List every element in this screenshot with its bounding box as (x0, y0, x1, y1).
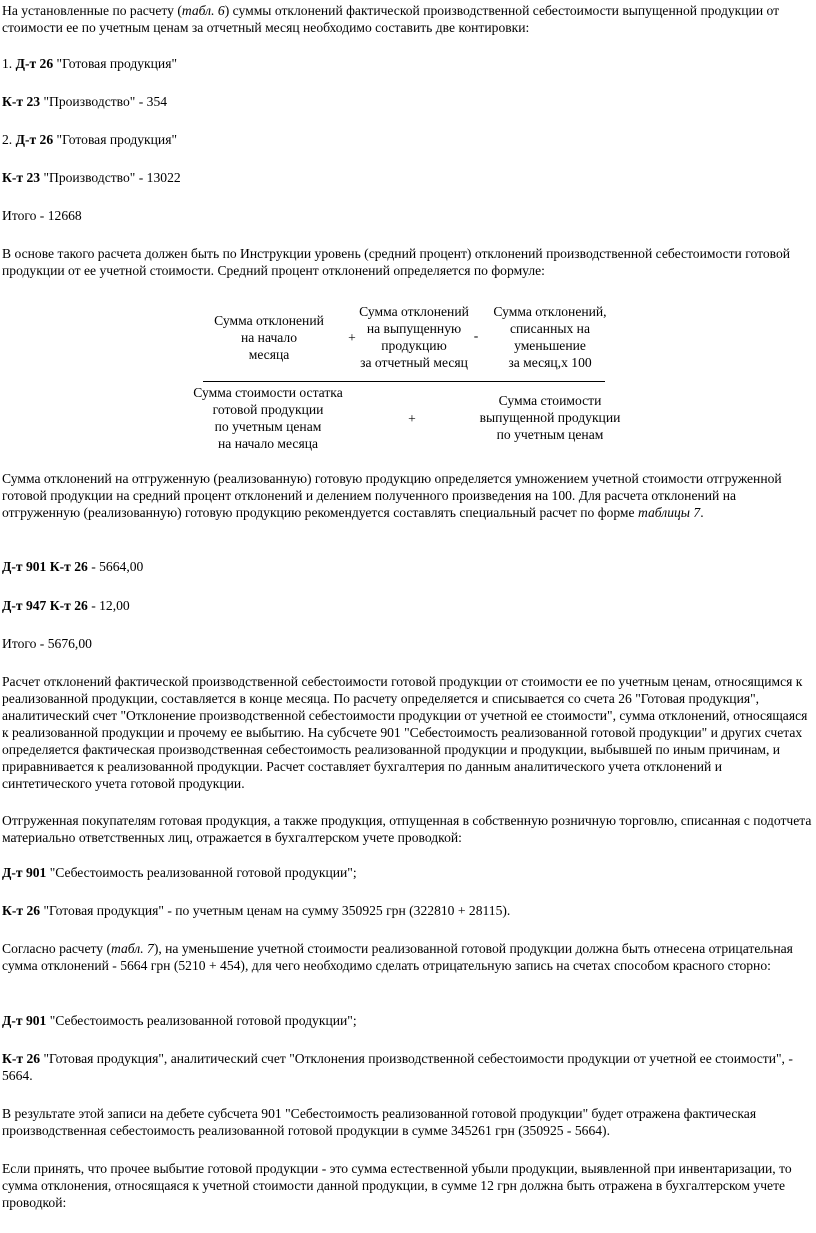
result-paragraph: В результате этой записи на дебете субсчета 901 "Себестоимость реализованной готовой продукции" будет отражена фактическая производственная себестоимость реализованной готовой продукции в сумме 345261 грн (350925 - 5664). (2, 1106, 757, 1138)
shipped-deviation-paragraph: Сумма отклонений на отгруженную (реализованную) готовую продукцию определяется умножением учетной стоимости отгруженной готовой продукции на средний процент отклонений и делением полученного произведения на 100. Для расчета отклонений на отгруженную (реализованную) готовую продукцию рекомендуется составлять специальный расчет по форме таблицы 7. (2, 471, 782, 520)
account-code: Д-т 947 К-т 26 (2, 598, 88, 613)
account-code: К-т 23 (2, 170, 41, 185)
red-storno-paragraph: Согласно расчету (табл. 7), на уменьшение учетной стоимости реализованной готовой продукции должна быть отнесена отрицательная сумма отклонений - 5664 грн (5210 + 454), для чего необходимо сделать отрицательную запись на счетах способом красного сторно: (2, 941, 793, 973)
entry-5-debit: Д-т 901 "Себестоимость реализованной готовой продукции"; (2, 865, 357, 880)
account-code: Д-т 901 (2, 865, 47, 880)
total-line-1: Итого - 12668 (2, 208, 82, 223)
account-code: Д-т 26 (15, 56, 54, 71)
denominator-term-opening-balance: Сумма стоимости остатка готовой продукции по учетным ценам на начало месяца (193, 385, 343, 451)
entry-4: Д-т 947 К-т 26 - 12,00 (2, 598, 130, 613)
entry-2-debit: 2. Д-т 26 "Готовая продукция" (2, 132, 178, 147)
plus-sign: + (408, 411, 416, 426)
account-code: Д-т 901 К-т 26 (2, 559, 88, 574)
formula-intro-paragraph: В основе такого расчета должен быть по Инструкции уровень (средний процент) отклонений производственной себестоимости готовой продукции от ее учетной стоимости. Средний процент отклонений определяется по формуле: (2, 246, 791, 278)
entry-2-credit: К-т 23 "Производство" - 13022 (2, 170, 181, 185)
entry-6-debit: Д-т 901 "Себестоимость реализованной готовой продукции"; (2, 1013, 357, 1028)
numerator-term-written-off-deviation: Сумма отклонений, списанных на уменьшение за месяц,х 100 (493, 304, 607, 370)
table-7-reference: таблицы 7 (637, 505, 701, 520)
account-code: К-т 26 (2, 903, 41, 918)
plus-sign: + (348, 330, 356, 345)
account-code: Д-т 26 (15, 132, 54, 147)
numerator-term-output-deviation: Сумма отклонений на выпущенную продукцию за отчетный месяц (359, 304, 469, 370)
account-code: Д-т 901 (2, 1013, 47, 1028)
entry-3: Д-т 901 К-т 26 - 5664,00 (2, 559, 144, 574)
total-line-2: Итого - 5676,00 (2, 636, 92, 651)
table-6-reference: табл. 6 (181, 3, 225, 18)
minus-sign: - (473, 328, 479, 343)
entry-6-credit: К-т 26 "Готовая продукция", аналитический счет "Отклонения производственной себестоимости продукции от учетной ее стоимости", - 5664. (2, 1051, 793, 1083)
intro-paragraph: На установленные по расчету (табл. 6) суммы отклонений фактической производственной себестоимости выпущенной продукции от стоимости ее по учетным ценам за отчетный месяц необходимо составить две контировки: (2, 3, 780, 35)
fraction-line (203, 381, 605, 382)
natural-loss-paragraph: Если принять, что прочее выбытие готовой продукции - это сумма естественной убыли продукции, выявленной при инвентаризации, то сумма отклонения, относящаяся к учетной стоимости данной продукции, в сумме 12 грн должна быть отражена в бухгалтерском учете проводкой: (2, 1161, 792, 1210)
denominator-term-output-cost: Сумма стоимости выпущенной продукции по учетным ценам (479, 393, 621, 442)
shipment-posting-paragraph: Отгруженная покупателям готовая продукция, а также продукция, отпущенная в собственную розничную торговлю, списанная с подотчета материально ответственных лиц, отражается в бухгалтерском учете проводкой: (2, 813, 812, 845)
month-end-calculation-paragraph: Расчет отклонений фактической производственной себестоимости готовой продукции от стоимости ее по учетным ценам, относящимся к реализованной продукции, составляется в конце месяца. По расчету определяется и списывается со счета 26 "Готовая продукция", аналитический счет "Отклонение производственной себестоимости продукции от учетной ее стоимости", сумма отклонений, относящаяся к реализованной продукции и прочему ее выбытию. На субсчете 901 "Себестоимость реализованной готовой продукции" и других счетах определяется фактическая производственная себестоимость реализованной продукции и продукции, выбывшей по иным причинам, и приравнивается к реализованной продукции. Расчет составляет бухгалтерия по данным аналитического учета отклонений и синтетического учета готовой продукции. (2, 674, 808, 791)
table-7-reference: табл. 7 (111, 941, 154, 956)
entry-5-credit: К-т 26 "Готовая продукция" - по учетным ценам на сумму 350925 грн (322810 + 28115). (2, 903, 511, 918)
entry-1-credit: К-т 23 "Производство" - 354 (2, 94, 168, 109)
numerator-term-opening-deviation: Сумма отклонений на начало месяца (214, 313, 324, 362)
account-code: К-т 26 (2, 1051, 41, 1066)
account-code: К-т 23 (2, 94, 41, 109)
entry-1-debit: 1. Д-т 26 "Готовая продукция" (2, 56, 178, 71)
